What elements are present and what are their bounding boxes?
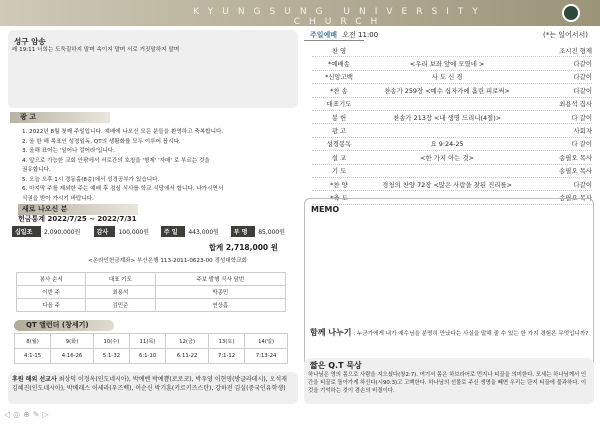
memo-title: MEMO (311, 205, 340, 214)
worship-leader: 송필오 목사 (559, 193, 592, 202)
duty-cell: 김민준 (86, 299, 155, 312)
worship-row (312, 111, 592, 124)
worship-time: 오전 11:00 (342, 31, 379, 39)
duty-header: 대표 기도 (86, 273, 155, 286)
worship-leader: 다같이 (573, 86, 592, 95)
worship-row (312, 178, 592, 191)
duty-cell: 최용석 (86, 286, 155, 299)
finance-amount: 443,000원 (188, 229, 219, 236)
worship-order (312, 44, 592, 205)
announce-item: 식권을 받아 가시기 바랍니다. (22, 195, 94, 202)
viewer-toolbar[interactable] (4, 410, 52, 419)
finance-amount: 2,090,000원 (44, 229, 81, 236)
duty-cell: 이번 주 (17, 286, 86, 299)
worship-row (312, 57, 592, 70)
prev-page-icon[interactable]: ◁ (4, 410, 14, 419)
announce-item: 5. 오늘 오후 1시 경동홀(8층)에서 성경공부가 있습니다. (22, 176, 160, 183)
finance-label: 주 일 (161, 226, 185, 237)
qt-day: 11(목) (130, 334, 166, 349)
worship-item: 대표기도 (326, 100, 352, 109)
worship-leader: 다같이 (573, 60, 592, 69)
announce-item: 1. 2022년 8월 첫째 주일입니다. 예배에 나오신 모든 분들을 환영하고 축복합니다. (22, 129, 224, 135)
worship-item: 기 도 (331, 167, 347, 176)
worship-leader: 다 같이 (571, 113, 592, 122)
finance-account: <온라인헌금계좌> 부산은행 113-2011-0623-00 경성대학교회 (88, 258, 247, 264)
announce-list (22, 128, 298, 204)
worship-content: <우리 보좌 앞에 모였네 > (409, 60, 485, 69)
memorize-title: 성구 암송 (14, 37, 46, 46)
divider (304, 40, 364, 41)
zoom-in-icon[interactable]: ⊕ (23, 410, 33, 419)
worship-content: 요 9:24-25 (430, 140, 464, 149)
duty-cell: 연상흠 (155, 299, 285, 312)
missionary-box (8, 372, 298, 404)
worship-row (312, 84, 592, 97)
qt-passage: 4:1-15 (15, 349, 51, 364)
qt-day: 13(토) (209, 334, 245, 349)
announce-item: 4. 앞으로 가능한 교회 안팎에서 서로간의 호칭을 '형제' '자매' 로 부르는 것을 (22, 157, 210, 164)
announce-item: 6. 마지막 주를 제외한 주는 예배 후 점심 식사를 학교 식당에서 합니다. 나가시면서 (22, 186, 224, 192)
finance-label: 부 명 (231, 226, 255, 237)
header-banner (0, 0, 600, 26)
worship-leader: 다같이 (573, 73, 592, 82)
worship-item: 광 고 (331, 127, 347, 136)
qt-title: QT 앨런더 (창세기) (14, 320, 114, 331)
worship-row (312, 71, 592, 84)
qt-passage: 7:13-24 (245, 349, 288, 364)
duty-header: 봉사 순서 (17, 273, 86, 286)
worship-leader: 사회자 (573, 127, 592, 136)
church-title: KYUNGSUNG UNIVERSITY CHURCH (193, 7, 487, 27)
share-box (310, 328, 592, 339)
qt-short-title: 짧은 Q.T 묵상 (310, 361, 362, 370)
memorize-box (8, 30, 298, 108)
finance-label: 감사 (94, 226, 116, 237)
announce-item: 권유합니다. (22, 167, 51, 173)
worship-row (312, 138, 592, 151)
worship-title: 주일예배 (310, 31, 338, 39)
worship-item: 찬 영 (331, 46, 347, 55)
missionary-text: 최상덕 이정옥(인도네시아), 박예벤 박예쁨(로로코), 박우영 이현영(방글라데시), 오석재 김혜진(인도네시아), 박베래스 이세라(우즈벡), 이순신 박기훈(키르키즈스탄), 강하전 김실(중국인유학생) (12, 376, 287, 392)
announce-item: 2. 올 한 해 목표인 성경일독, QT의 생활화를 모두 이루어 봅시다. (22, 138, 181, 145)
worship-note: (*는 일어서서) (543, 31, 588, 39)
qt-passage: 6:11-22 (166, 349, 209, 364)
worship-item: *신앙고백 (325, 73, 353, 82)
worship-row (312, 165, 592, 178)
announce-title: 광 고 (10, 112, 110, 123)
qt-day: 8(월) (15, 334, 51, 349)
worship-row (312, 98, 592, 111)
worship-leader: 최용석 집사 (559, 100, 592, 109)
worship-leader: 송필오 목사 (559, 167, 592, 176)
qt-passage: 7:1-12 (209, 349, 245, 364)
qt-short-box (304, 358, 594, 404)
worship-content: 찬송가 259장 <예수 십자가에 흘린 피로써> (384, 86, 510, 95)
worship-leader: 다같이 (573, 180, 592, 189)
worship-row (312, 44, 592, 57)
missionary-label: 후원 해외 선교사 (12, 376, 57, 383)
finance-table (12, 226, 296, 237)
qt-short-text: 하나님은 영의 몸으로 사람을 지으셨다(창2:7). 여기서 몸은 하브라어로 먼지나 티끌을 의미한다. 모세는 하나님께서 인간을 티끌로 돌아가게 하신다(시90:3)고 고백한다. 하나님의 선물로 주신 생명을 빼면 우리는 단지 티끌에 불과하다. 이것을 기억하는 것이 겸손의 비결이다. (308, 372, 587, 394)
worship-content: 사 도 신 경 (431, 73, 463, 82)
duty-header: 주보 발행 식사 담번 (155, 273, 285, 286)
finance-label: 십일조 (12, 226, 41, 237)
qt-day: 12(금) (166, 334, 209, 349)
finance-total: 합계 2,718,000 원 (208, 243, 278, 252)
finance-amount: 85,000원 (258, 229, 286, 236)
duty-cell: 다음 주 (17, 299, 86, 312)
worship-item: *축 도 (330, 193, 348, 202)
worship-leader: 송필오 목사 (559, 153, 592, 162)
finance-title: 헌금통계 2022/7/25 ~ 2022/7/31 (18, 215, 137, 223)
pen-icon[interactable]: ✎ (32, 410, 43, 419)
worship-item: 봉 헌 (331, 113, 347, 122)
qt-passage: 6:1-10 (130, 349, 166, 364)
church-logo-icon (562, 4, 580, 22)
worship-item: *찬 양 (330, 180, 348, 189)
memorize-text: 레 19:11 너희는 도둑질하지 말며 속이지 말며 서로 거짓말하지 말며 (12, 47, 180, 53)
worship-header (310, 30, 378, 40)
newcomers-title: 새로 나오신 분 (18, 204, 138, 215)
worship-item: 성경봉독 (326, 140, 352, 149)
worship-item: 설 교 (331, 153, 347, 162)
worship-content: <한 가지 아는 것> (420, 153, 474, 162)
qt-day: 10(수) (93, 334, 129, 349)
duty-cell: 박종민 (155, 286, 285, 299)
qt-passage: 4:16-26 (51, 349, 94, 364)
worship-leader: 조시진 형제 (559, 46, 592, 55)
worship-row (312, 124, 592, 137)
share-title: 함께 나누기 (310, 328, 352, 337)
memo-box (304, 198, 594, 374)
worship-item: *찬 송 (330, 86, 348, 95)
announce-item: 3. 올해 표어는 '일어나 걸어라'입니다. (22, 148, 115, 154)
qt-table (14, 333, 288, 364)
worship-leader: 다 같이 (571, 140, 592, 149)
worship-item: *예배송 (328, 60, 350, 69)
left-column (8, 28, 298, 404)
qt-day: 9(화) (51, 334, 94, 349)
zoom-out-icon[interactable]: ◎ (13, 410, 24, 419)
worship-content: 경청의 찬양 72장 <많은 사람을 찾된 진리를> (382, 180, 512, 189)
right-column (304, 28, 594, 404)
qt-day: 14(일) (245, 334, 288, 349)
finance-amount: 100,000원 (118, 229, 150, 236)
next-page-icon[interactable]: ▷ (42, 410, 52, 419)
worship-content: 찬송가 213장 <내 생명 드리니(4절)> (393, 113, 502, 122)
worship-row (312, 151, 592, 164)
share-text: : 누군가에게 내가 예수님을 분명히 만났다는 사실을 말해 줄 수 있는 한 가지 경험은 무엇입니까? (353, 331, 589, 337)
duty-table (16, 272, 286, 312)
qt-passage: 5:1-32 (93, 349, 129, 364)
